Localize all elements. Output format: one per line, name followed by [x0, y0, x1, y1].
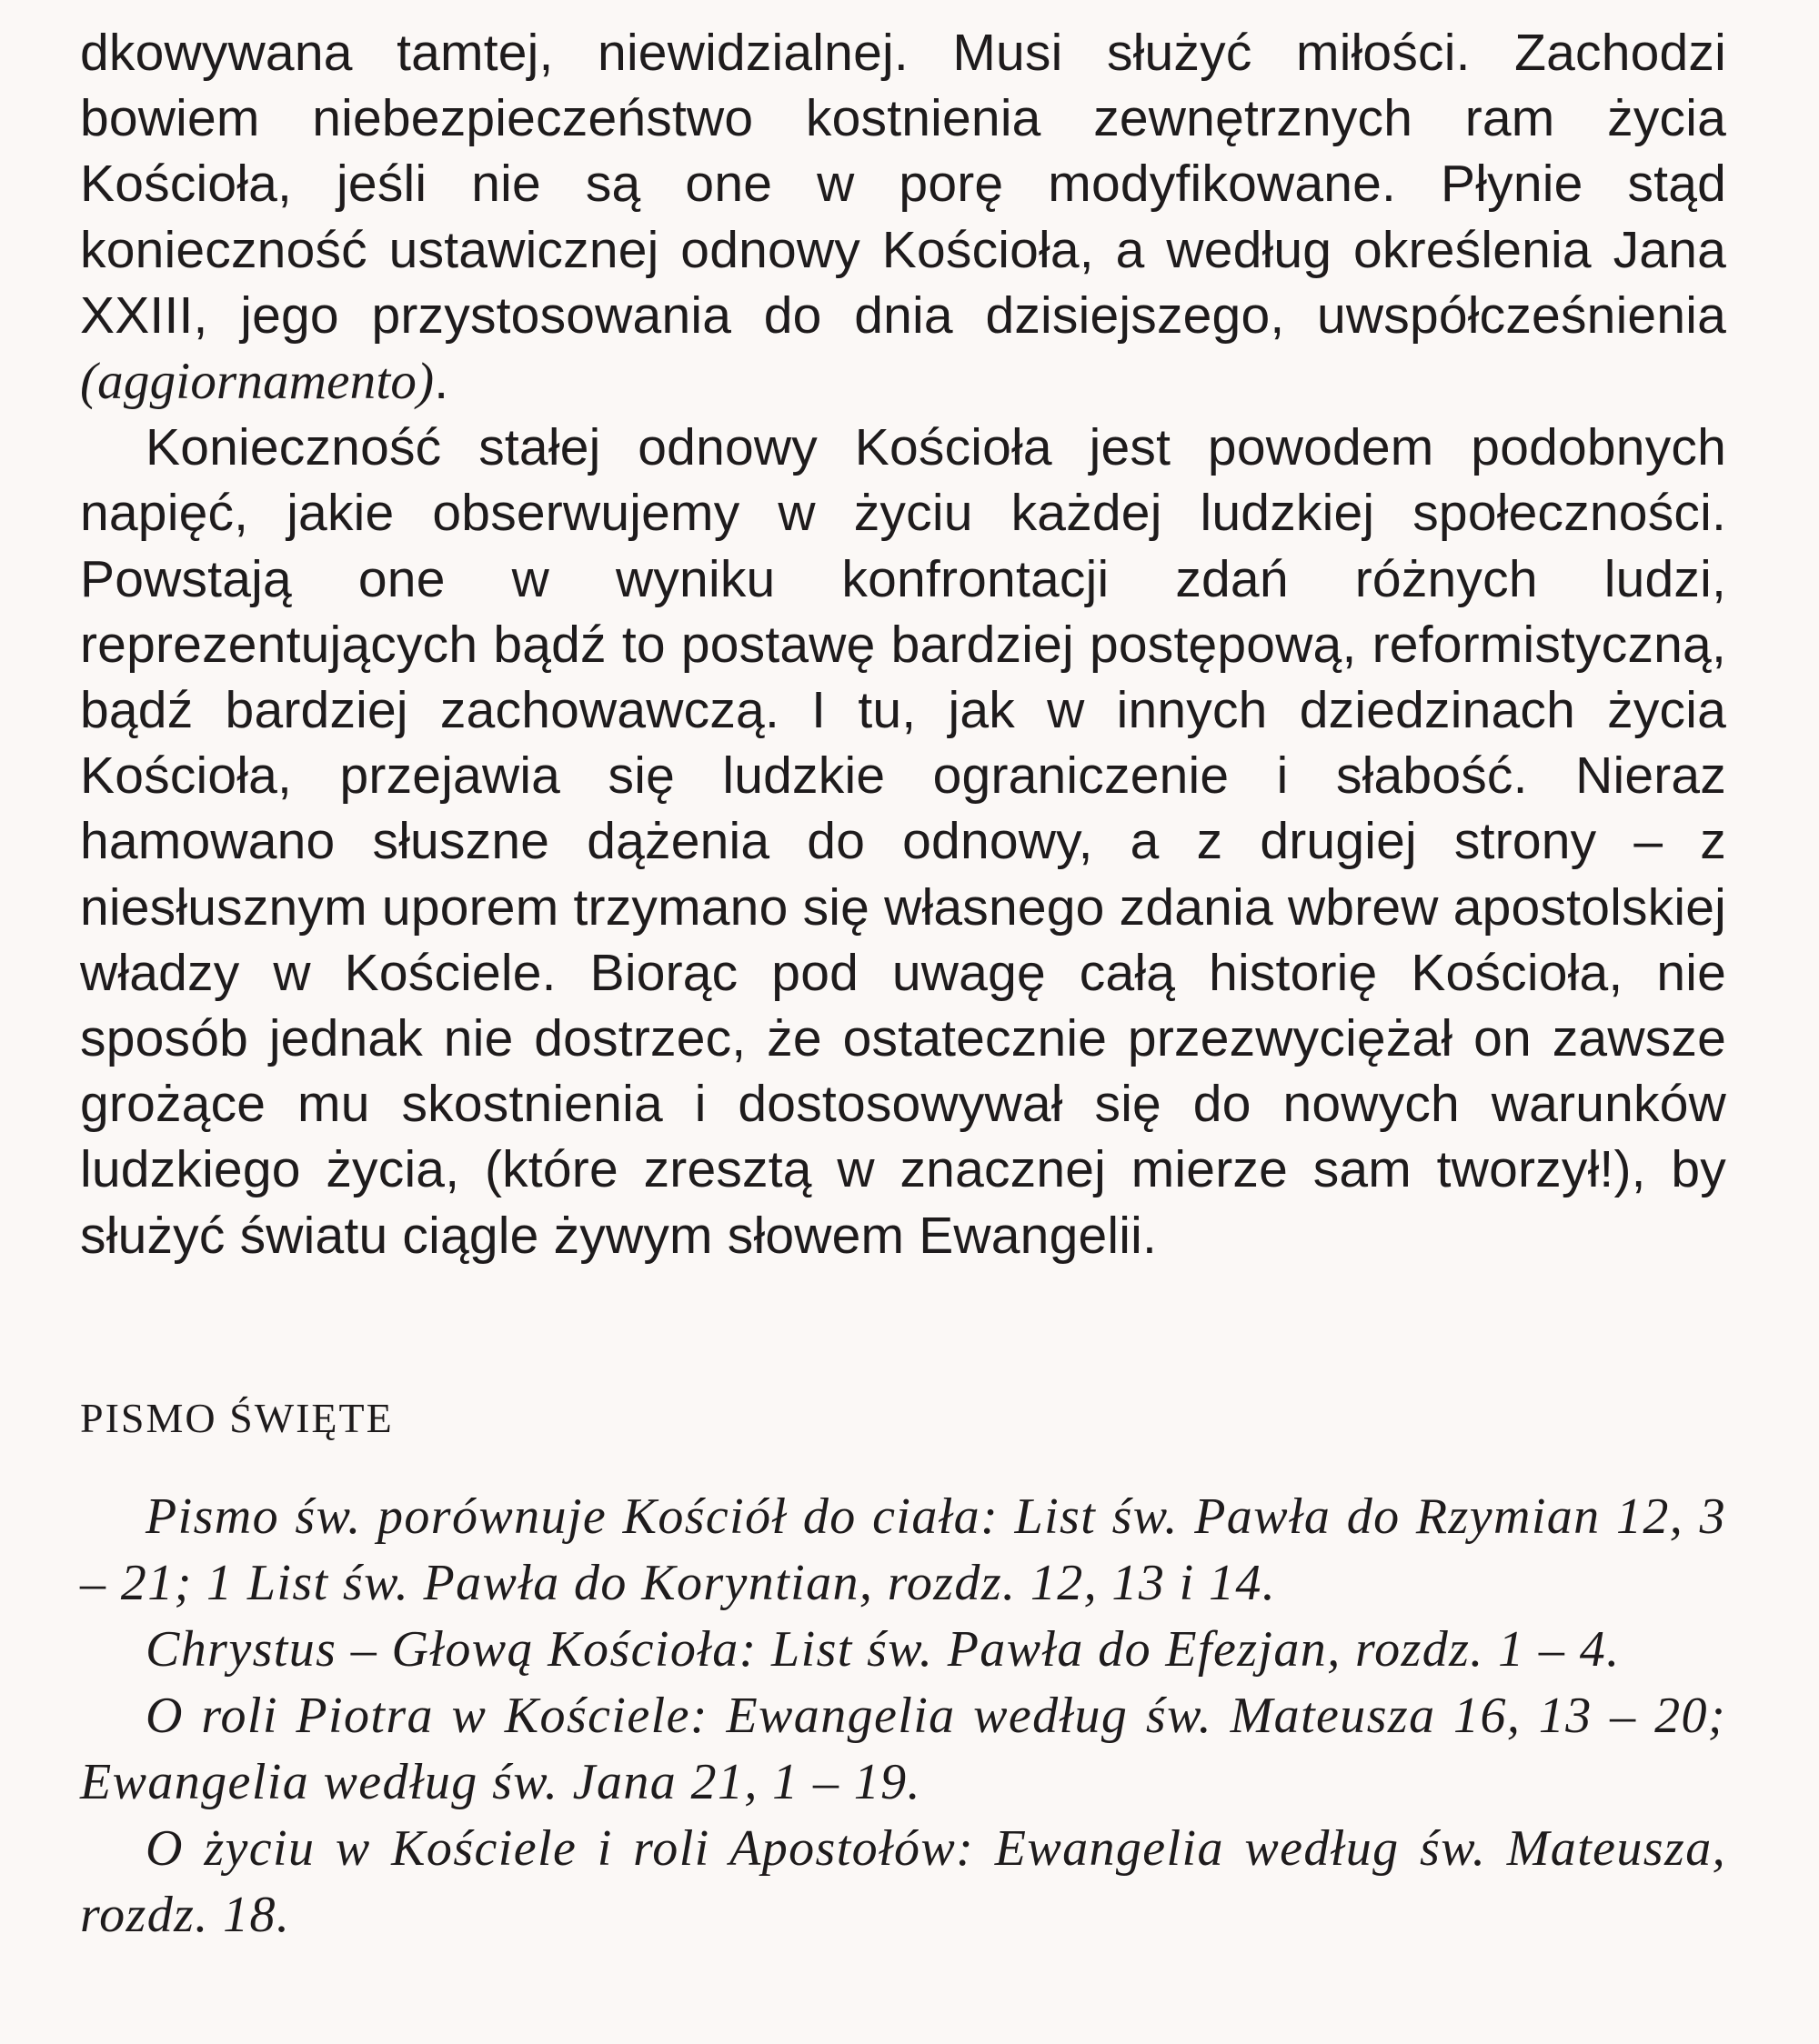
- aggiornamento-term: (aggiornamento): [80, 353, 435, 411]
- paragraph-1-end: .: [434, 352, 449, 411]
- body-text: [80, 20, 1726, 1268]
- reference-item: O życiu w Kościele i roli Apostołów: Ewangelia według św. Mateusza, rozdz. 18.: [80, 1819, 1726, 1943]
- paragraph-1-text: dkowywana tamtej, niewidzialnej. Musi służyć miłości. Zachodzi bowiem niebezpieczeństwo kostnienia zewnętrznych ram życia Kościoła, jeśli nie są one w porę modyfikowane. Płynie stąd konieczność ustawicznej odnowy Kościoła, a według określenia Jana XXIII, jego przystosowania do dnia dzisiejszego, uwspółcześnienia: [80, 24, 1726, 345]
- reference-item: Chrystus – Głową Kościoła: List św. Pawła do Efezjan, rozdz. 1 – 4.: [146, 1620, 1621, 1678]
- scripture-references: [80, 1484, 1726, 1949]
- book-page: [80, 20, 1726, 1949]
- reference-item: O roli Piotra w Kościele: Ewangelia według św. Mateusza 16, 13 – 20; Ewangelia według św. Jana 21, 1 – 19.: [80, 1687, 1726, 1810]
- paragraph-2: Konieczność stałej odnowy Kościoła jest powodem podobnych napięć, jakie obserwujemy w życiu każdej ludzkiej społeczności. Powstają one w wyniku konfrontacji zdań różnych ludzi, reprezentujących bądź to postawę bardziej postępową, reformistyczną, bądź bardziej zachowawczą. I tu, jak w innych dziedzinach życia Kościoła, przejawia się ludzkie ograniczenie i słabość. Nieraz hamowano słuszne dążenia do odnowy, a z drugiej strony – z niesłusznym uporem trzymano się własnego zdania wbrew apostolskiej władzy w Kościele. Biorąc pod uwagę całą historię Kościoła, nie sposób jednak nie dostrzec, że ostatecznie przezwyciężał on zawsze grożące mu skostnienia i dostosowywał się do nowych warunków ludzkiego życia, (które zresztą w znacznej mierze sam tworzył!), by służyć światu ciągle żywym słowem Ewangelii.: [80, 418, 1726, 1265]
- section-heading: PISMO ŚWIĘTE: [80, 1394, 394, 1441]
- paragraph-1: [80, 20, 1726, 415]
- reference-item: Pismo św. porównuje Kościół do ciała: List św. Pawła do Rzymian 12, 3 – 21; 1 List św. Pawła do Koryntian, rozdz. 12, 13 i 14.: [80, 1488, 1726, 1611]
